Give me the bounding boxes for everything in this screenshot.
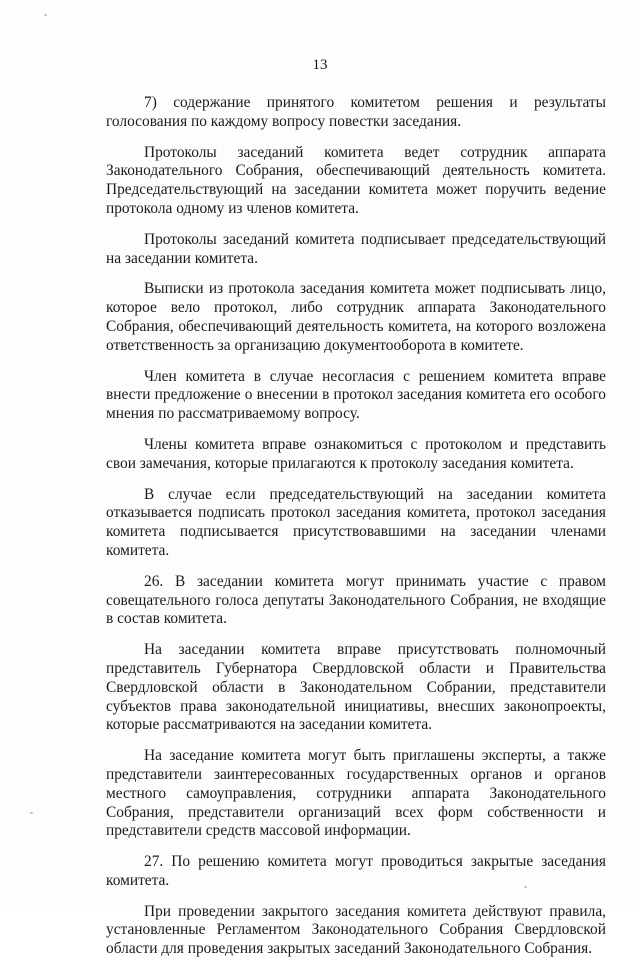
scan-speck [30, 812, 33, 814]
document-body [106, 94, 606, 959]
paragraph-protocol-refusal: В случае если председательствующий на заседании комитета отказывается подписать протокол заседания комитета, протокол заседания комитета подписывается присутствовавшими на заседании членами комитета. [106, 485, 606, 559]
scan-speck [44, 14, 47, 16]
paragraph-dissenting-opinion: Член комитета в случае несогласия с решением комитета вправе внести предложение о внесении в протокол заседания комитета его особого мнения по рассматриваемому вопросу. [106, 367, 606, 423]
paragraph-protocol-signing: Протоколы заседаний комитета подписывает председательствующий на заседании комитета. [106, 230, 606, 267]
paragraph-item-7: 7) содержание принятого комитетом решения и результаты голосования по каждому вопросу повестки заседания. [106, 94, 606, 130]
paragraph-representatives: На заседании комитета вправе присутствовать полномочный представитель Губернатора Свердловской области и Правительства Свердловской области в Законодательном Собрании, представители субъектов права законодательной инициативы, внесших законопроекты, которые рассматриваются на заседании комитета. [106, 641, 606, 734]
paragraph-closed-sessions: При проведении закрытого заседания комитета действуют правила, установленные Регламентом Законодательного Собрания Свердловской области для проведения закрытых заседаний Законодательного Собрания. [106, 902, 606, 958]
paragraph-protocol-keeper: Протоколы заседаний комитета ведет сотрудник аппарата Законодательного Собрания, обеспечивающий деятельность комитета. Председательствующий на заседании комитета может поручить ведение протокола одному из членов комитета. [106, 143, 606, 217]
paragraph-section-26: 26. В заседании комитета могут принимать участие с правом совещательного голоса депутаты Законодательного Собрания, не входящие в состав комитета. [106, 572, 606, 628]
paragraph-protocol-extracts: Выписки из протокола заседания комитета может подписывать лицо, которое вело протокол, либо сотрудник аппарата Законодательного Собрания, обеспечивающий деятельность комитета, на которого возложена ответственность за организацию документооборота в комитете. [106, 280, 606, 354]
scan-speck [524, 886, 527, 888]
page-number: 13 [312, 57, 328, 73]
paragraph-protocol-review: Члены комитета вправе ознакомиться с протоколом и представить свои замечания, которые прилагаются к протоколу заседания комитета. [106, 435, 606, 472]
paragraph-invited-experts: На заседание комитета могут быть приглашены эксперты, а также представители заинтересованных государственных органов и органов местного самоуправления, сотрудники аппарата Законодательного Собрания, представители организаций всех форм собственности и представители средств массовой информации. [106, 747, 606, 840]
paragraph-section-27: 27. По решению комитета могут проводиться закрытые заседания комитета. [106, 853, 606, 889]
